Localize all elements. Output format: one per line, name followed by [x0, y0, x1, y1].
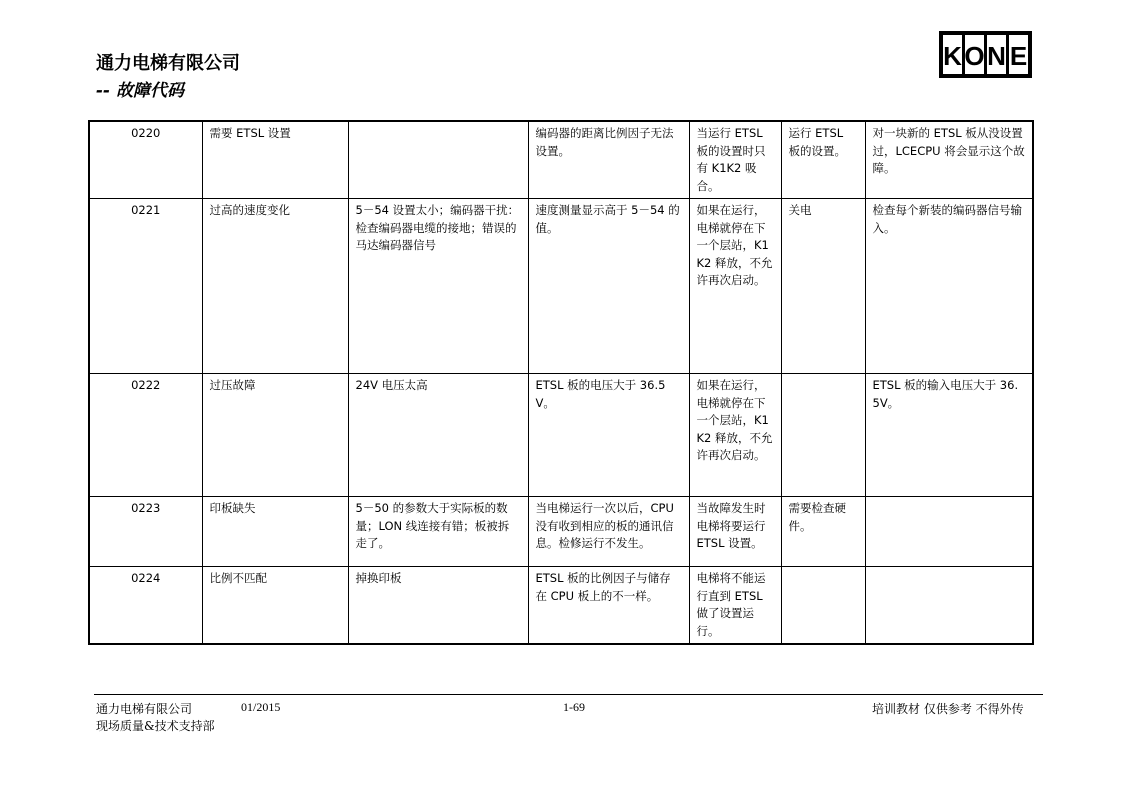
logo-letter: E	[1009, 41, 1028, 71]
cell-remark: ETSL 板的输入电压大于 36.5V。	[865, 374, 1033, 497]
kone-logo	[939, 31, 1032, 78]
cell-remark	[865, 567, 1033, 645]
footer-divider	[94, 694, 1043, 695]
cell-code: 0220	[89, 121, 202, 199]
logo-letter: O	[964, 41, 985, 71]
footer-note: 培训教材 仅供参考 不得外传	[872, 702, 1024, 716]
cell-cause	[348, 121, 528, 199]
cell-reset: 运行 ETSL 板的设置。	[781, 121, 865, 199]
cell-cause: 24V 电压太高	[348, 374, 528, 497]
cell-action: 当运行 ETSL 板的设置时只有 K1K2 吸合。	[689, 121, 781, 199]
footer-department: 现场质量&技术支持部	[96, 719, 215, 733]
cell-name: 比例不匹配	[202, 567, 348, 645]
table-row	[89, 121, 1033, 199]
cell-name: 过高的速度变化	[202, 199, 348, 374]
cell-cause: 掉换印板	[348, 567, 528, 645]
table-row	[89, 199, 1033, 374]
logo-letter: K	[943, 41, 962, 71]
cell-description: 编码器的距离比例因子无法设置。	[528, 121, 689, 199]
cell-cause: 5－54 设置太小；编码器干扰：检查编码器电缆的接地；错误的马达编码器信号	[348, 199, 528, 374]
table-row	[89, 374, 1033, 497]
cell-description: ETSL 板的比例因子与储存在 CPU 板上的不一样。	[528, 567, 689, 645]
company-title: 通力电梯有限公司	[96, 53, 240, 74]
cell-description: ETSL 板的电压大于 36.5V。	[528, 374, 689, 497]
cell-reset: 关电	[781, 199, 865, 374]
cell-name: 印板缺失	[202, 497, 348, 567]
cell-code: 0223	[89, 497, 202, 567]
cell-description: 速度测量显示高于 5－54 的值。	[528, 199, 689, 374]
page-number: 1-69	[563, 700, 585, 714]
cell-reset	[781, 374, 865, 497]
cell-remark: 检查每个新装的编码器信号输入。	[865, 199, 1033, 374]
cell-name: 需要 ETSL 设置	[202, 121, 348, 199]
footer-date: 01/2015	[241, 700, 281, 714]
cell-description: 当电梯运行一次以后，CPU 没有收到相应的板的通讯信息。检修运行不发生。	[528, 497, 689, 567]
cell-action: 电梯将不能运行直到 ETSL 做了设置运行。	[689, 567, 781, 645]
cell-reset: 需要检查硬件。	[781, 497, 865, 567]
footer-company: 通力电梯有限公司	[96, 702, 193, 716]
cell-remark: 对一块新的 ETSL 板从没设置过，LCECPU 将会显示这个故障。	[865, 121, 1033, 199]
cell-name: 过压故障	[202, 374, 348, 497]
fault-code-table	[88, 120, 1034, 645]
table-row	[89, 497, 1033, 567]
cell-action: 如果在运行，电梯就停在下一个层站，K1K2 释放，不允许再次启动。	[689, 374, 781, 497]
cell-code: 0222	[89, 374, 202, 497]
table-row	[89, 567, 1033, 645]
cell-action: 如果在运行，电梯就停在下一个层站，K1K2 释放，不允许再次启动。	[689, 199, 781, 374]
cell-reset	[781, 567, 865, 645]
logo-letter: N	[987, 41, 1006, 71]
cell-code: 0221	[89, 199, 202, 374]
cell-remark	[865, 497, 1033, 567]
section-subtitle: -- 故障代码	[96, 81, 185, 101]
cell-action: 当故障发生时电梯将要运行 ETSL 设置。	[689, 497, 781, 567]
cell-cause: 5－50 的参数大于实际板的数量；LON 线连接有错；板被拆走了。	[348, 497, 528, 567]
cell-code: 0224	[89, 567, 202, 645]
